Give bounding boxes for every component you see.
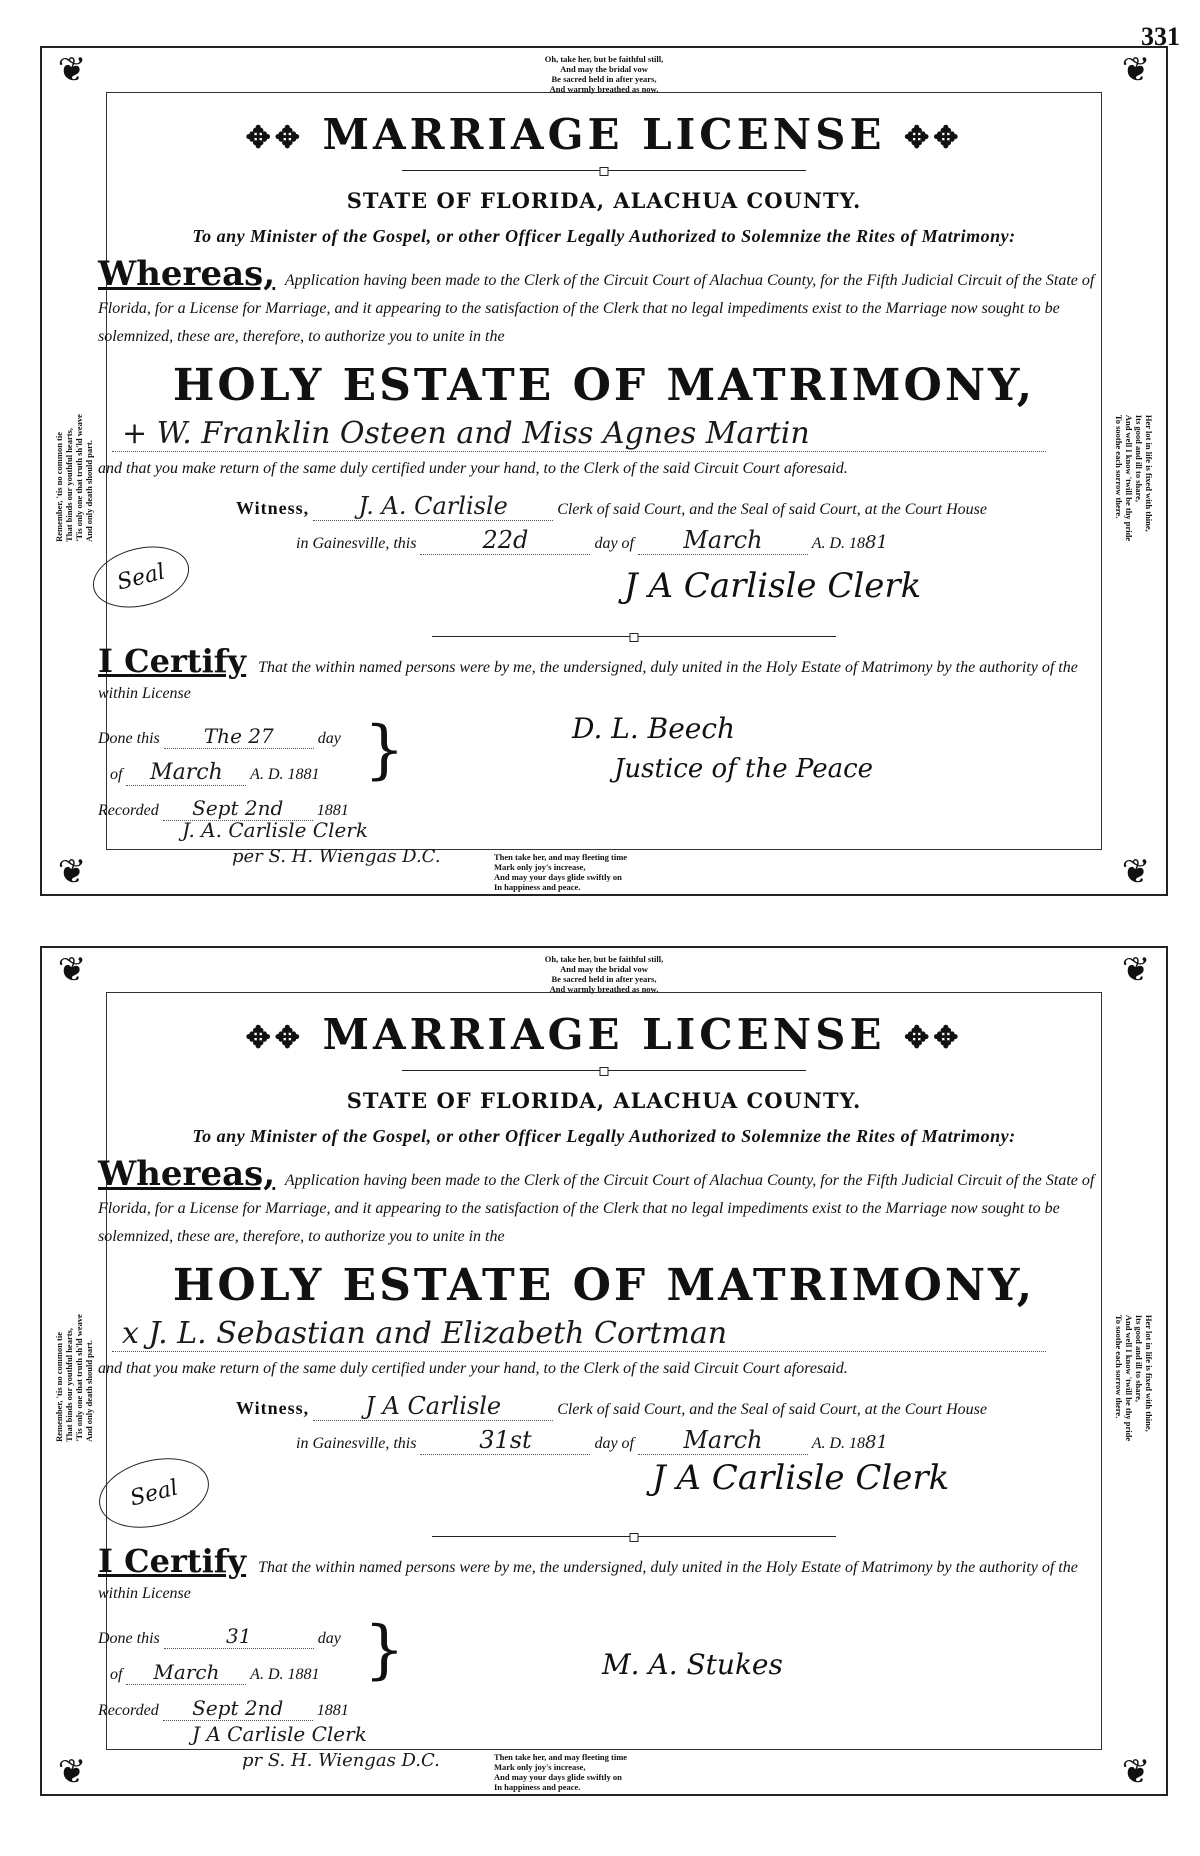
done-month-value: March	[126, 760, 246, 786]
poem-line: 'Tis only one that truth sh'ld weave	[74, 414, 84, 542]
seal: Seal	[86, 537, 195, 617]
in-gainesville: in Gainesville, this	[296, 535, 417, 552]
poem-line: That binds our youthful hearts,	[64, 1328, 74, 1442]
clerk-text: Clerk of said Court, and the Seal of said Court, at the Court House	[557, 1401, 987, 1418]
poem-line: And may the bridal vow	[560, 64, 648, 74]
poem-line: And warmly breathed as now.	[549, 84, 659, 94]
divider	[432, 636, 836, 637]
witness-signature: J. A. Carlisle	[313, 492, 553, 521]
done-day-value: 31	[164, 1624, 314, 1649]
certify-paragraph	[98, 642, 1104, 707]
clerk-text: Clerk of said Court, and the Seal of said Court, at the Court House	[557, 501, 987, 518]
ornament-icon: ❦	[1121, 1752, 1151, 1792]
month-value: March	[638, 1426, 808, 1455]
month-value: March	[638, 526, 808, 555]
done-month-value: March	[126, 1660, 246, 1685]
state-heading: STATE OF FLORIDA, ALACHUA COUNTY.	[346, 1088, 862, 1113]
done-this-line	[98, 724, 341, 749]
recorded-label: Recorded	[98, 1702, 159, 1719]
marriage-license-2	[40, 946, 1168, 1796]
couple-names: x J. L. Sebastian and Elizabeth Cortman	[112, 1316, 1046, 1352]
flourish-icon: ✥✥	[904, 120, 963, 156]
ad-label: A. D. 18	[811, 535, 866, 552]
holy-estate-heading: HOLY ESTATE OF MATRIMONY,	[172, 360, 1036, 411]
recorded-year: 1881	[316, 802, 349, 819]
officiant-title: Justice of the Peace	[614, 754, 874, 784]
poem-line: In happiness and peace.	[494, 1782, 581, 1792]
poem-line: Mark only joy's increase,	[494, 1762, 586, 1772]
poem-line: Be sacred held in after years,	[551, 974, 657, 984]
done-year-value: 1881	[287, 1666, 320, 1683]
poem-line: Remember, 'tis no common tie	[54, 1331, 64, 1442]
year-value: 81	[865, 1432, 888, 1453]
poem-line: Remember, 'tis no common tie	[54, 431, 64, 542]
couple-names: + W. Franklin Osteen and Miss Agnes Martin	[112, 416, 1046, 452]
salutation: To any Minister of the Gospel, or other Officer Legally Authorized to Solemnize the Rites of Matrimony:	[192, 226, 1016, 246]
poem-line: To soothe each sorrow there.	[1114, 1314, 1124, 1419]
recorded-deputy-signature: pr S. H. Wiengas D.C.	[242, 1750, 440, 1771]
done-this-line	[98, 1624, 341, 1649]
poem-line: 'Tis only one that truth sh'ld weave	[74, 1314, 84, 1442]
poem-line: And well I know 'twill be thy pride	[1124, 1314, 1134, 1442]
flourish-icon: ✥✥	[904, 1020, 963, 1056]
recorded-line	[98, 1696, 349, 1721]
witness-label: Witness,	[236, 498, 310, 518]
ornament-icon: ❦	[1121, 950, 1151, 990]
state-heading: STATE OF FLORIDA, ALACHUA COUNTY.	[346, 188, 862, 213]
poem-line: Be sacred held in after years,	[551, 74, 657, 84]
poem-line: And warmly breathed as now.	[549, 984, 659, 994]
certify-word: I Certify	[98, 642, 247, 680]
license-title	[42, 110, 1166, 159]
poem-bottom	[494, 1752, 664, 1792]
certify-word: I Certify	[98, 1542, 247, 1580]
poem-line: To soothe each sorrow there.	[1114, 414, 1124, 519]
day-of-label: day of	[594, 1435, 634, 1452]
ornament-icon: ❦	[57, 950, 87, 990]
marriage-license-1	[40, 46, 1168, 896]
return-text: and that you make return of the same duly certified under your hand, to the Clerk of the said Circuit Court aforesaid.	[98, 460, 848, 477]
divider	[432, 1536, 836, 1537]
clerk-signature: J A Carlisle Clerk	[624, 566, 922, 606]
witness-line	[236, 492, 1104, 521]
poem-line: Mark only joy's increase,	[494, 862, 586, 872]
ornament-icon: ❦	[1121, 50, 1151, 90]
title-text: MARRIAGE LICENSE	[322, 1010, 886, 1059]
clerk-signature: J A Carlisle Clerk	[652, 1458, 950, 1498]
in-gainesville: in Gainesville, this	[296, 1435, 417, 1452]
witness-signature: J A Carlisle	[313, 1392, 553, 1421]
poem-top	[42, 954, 1166, 994]
ad-label: A. D. 18	[811, 1435, 866, 1452]
whereas-paragraph	[98, 254, 1104, 351]
ornament-icon: ❦	[1121, 852, 1151, 892]
done-month-line	[110, 1660, 320, 1685]
poem-bottom	[494, 852, 664, 892]
certify-paragraph	[98, 1542, 1104, 1607]
of-label: of	[110, 766, 123, 783]
day-value: 22d	[420, 526, 590, 555]
certify-text: That the within named persons were by me, the undersigned, duly united in the Holy Estate of Matrimony by the authority of the within License	[98, 1559, 1078, 1602]
poem-line: That binds our youthful hearts,	[64, 428, 74, 542]
return-text: and that you make return of the same duly certified under your hand, to the Clerk of the said Circuit Court aforesaid.	[98, 1360, 848, 1377]
page-number: 331	[1141, 22, 1180, 51]
poem-line: Then take her, and may fleeting time	[494, 1752, 628, 1762]
poem-line: And may your days glide swiftly on	[494, 872, 622, 882]
done-month-line	[110, 760, 320, 786]
holy-estate-heading: HOLY ESTATE OF MATRIMONY,	[172, 1260, 1036, 1311]
recorded-label: Recorded	[98, 802, 159, 819]
recorded-clerk-signature: J A Carlisle Clerk	[192, 1722, 367, 1746]
of-label: of	[110, 1666, 123, 1683]
poem-line: And may your days glide swiftly on	[494, 1772, 622, 1782]
day-label: day	[317, 730, 341, 747]
recorded-date: Sept 2nd	[163, 796, 313, 821]
poem-line: Her lot in life is fixed with thine,	[1144, 1314, 1154, 1432]
done-day-value: The 27	[164, 724, 314, 749]
certify-text: That the within named persons were by me, the undersigned, duly united in the Holy Estate of Matrimony by the authority of the within License	[98, 659, 1078, 702]
whereas-word: Whereas,	[98, 1154, 276, 1194]
witness-label: Witness,	[236, 1398, 310, 1418]
date-line	[296, 1426, 1104, 1455]
license-title	[42, 1010, 1166, 1059]
poem-line: And may the bridal vow	[560, 964, 648, 974]
poem-line: And only death should part.	[84, 1340, 94, 1442]
whereas-text: Application having been made to the Clerk of the Circuit Court of Alachua County, for the Fifth Judicial Circuit of the State of Florida, for a License for Marriage, and it appearing to the satisfaction of the Clerk that no legal impediments exist to the Marriage now sought to be solemnized, these are, therefore, to authorize you to unite in the	[98, 272, 1095, 345]
divider	[402, 1070, 806, 1071]
poem-line: Its good and ill to share,	[1134, 414, 1144, 503]
recorded-clerk-signature: J. A. Carlisle Clerk	[182, 818, 368, 842]
title-text: MARRIAGE LICENSE	[322, 110, 886, 159]
poem-line: And well I know 'twill be thy pride	[1124, 414, 1134, 542]
whereas-word: Whereas,	[98, 254, 276, 294]
poem-line: Then take her, and may fleeting time	[494, 852, 628, 862]
whereas-paragraph	[98, 1154, 1104, 1251]
seal: Seal	[92, 1447, 217, 1538]
whereas-text: Application having been made to the Clerk of the Circuit Court of Alachua County, for the Fifth Judicial Circuit of the State of Florida, for a License for Marriage, and it appearing to the satisfaction of the Clerk that no legal impediments exist to the Marriage now sought to be solemnized, these are, therefore, to authorize you to unite in the	[98, 1172, 1095, 1245]
bracket: }	[364, 713, 405, 787]
poem-line: Its good and ill to share,	[1134, 1314, 1144, 1403]
done-this-label: Done this	[98, 730, 160, 747]
officiant-signature: D. L. Beech	[572, 712, 736, 745]
day-of-label: day of	[594, 535, 634, 552]
date-line	[296, 526, 1104, 555]
witness-line	[236, 1392, 1104, 1421]
poem-line: Oh, take her, but be faithful still,	[544, 54, 664, 64]
ornament-icon: ❦	[57, 50, 87, 90]
divider	[402, 170, 806, 171]
poem-line: And only death should part.	[84, 440, 94, 542]
poem-line: Her lot in life is fixed with thine,	[1144, 414, 1154, 532]
recorded-date: Sept 2nd	[163, 1696, 313, 1721]
poem-top	[42, 54, 1166, 94]
year-value: 81	[865, 532, 888, 553]
poem-line: Oh, take her, but be faithful still,	[544, 954, 664, 964]
ornament-icon: ❦	[57, 1752, 87, 1792]
ad-label: A. D.	[250, 766, 284, 783]
done-year-value: 1881	[287, 766, 320, 783]
officiant-signature: M. A. Stukes	[602, 1648, 783, 1681]
poem-line: In happiness and peace.	[494, 882, 581, 892]
bracket: }	[364, 1613, 405, 1687]
flourish-icon: ✥✥	[245, 1020, 304, 1056]
ad-label: A. D.	[250, 1666, 284, 1683]
done-this-label: Done this	[98, 1630, 160, 1647]
day-value: 31st	[420, 1426, 590, 1455]
salutation: To any Minister of the Gospel, or other Officer Legally Authorized to Solemnize the Rites of Matrimony:	[192, 1126, 1016, 1146]
recorded-year: 1881	[316, 1702, 349, 1719]
ornament-icon: ❦	[57, 852, 87, 892]
flourish-icon: ✥✥	[245, 120, 304, 156]
recorded-deputy-signature: per S. H. Wiengas D.C.	[232, 846, 441, 867]
day-label: day	[317, 1630, 341, 1647]
